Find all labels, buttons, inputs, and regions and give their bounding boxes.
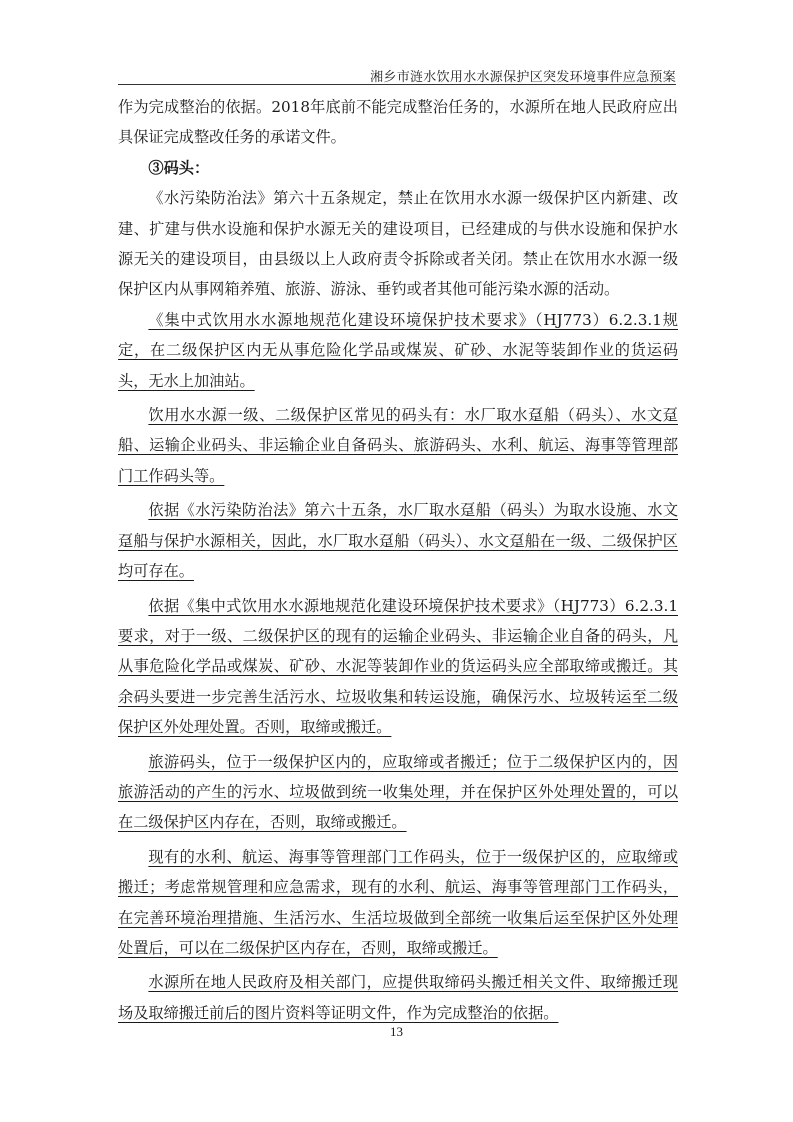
page-number: 13 — [390, 1024, 403, 1039]
running-header-title: 湘乡市涟水饮用水水源保护区突发环境事件应急预案 — [370, 70, 676, 85]
paragraph-management-wharves: 现有的水利、航运、海事等管理部门工作码头，位于一级保护区的，应取缔或搬迁；考虑常规管理和应急需求，现有的水利、航运、海事等管理部门工作码头，在完善环境治理措施、生活污水、生活垃圾做到全部统一收集后运至保护区外处理处置后，可以在二级保护区内存在，否则，取缔或搬迁。 — [118, 847, 678, 957]
paragraph-law-article-65: 《水污染防治法》第六十五条规定，禁止在饮用水水源一级保护区内新建、改建、扩建与供水设施和保护水源无关的建设项目，已经建成的与供水设施和保护水源无关的建设项目，由县级以上人政府责令拆除或者关闭。禁止在饮用水水源一级保护区内从事网箱养殖、旅游、游泳、垂钓或者其他可能污染水源的活动。 — [118, 189, 678, 299]
paragraph-hj773-requirement: 《集中式饮用水水源地规范化建设环境保护技术要求》（HJ773）6.2.3.1规定，在二级保护区内无从事危险化学品或煤炭、矿砂、水泥等装卸作业的货运码头，无水上加油站。 — [118, 310, 678, 390]
document-body — [118, 92, 678, 1028]
paragraph-intake-pontoons: 依据《水污染防治法》第六十五条，水厂取水趸船（码头）为取水设施、水文趸船与保护水源相关，因此，水厂取水趸船（码头）、水文趸船在一级、二级保护区均可存在。 — [118, 501, 678, 581]
paragraph-transport-wharves: 依据《集中式饮用水水源地规范化建设环境保护技术要求》（HJ773）6.2.3.1要求，对于一级、二级保护区的现有的运输企业码头、非运输企业自备的码头，凡从事危险化学品或煤炭、矿砂、水泥等装卸作业的货运码头应全部取缔或搬迁。其余码头要进一步完善生活污水、垃圾收集和转运设施，确保污水、垃圾转运至二级保护区外处理处置。否则，取缔或搬迁。 — [118, 596, 678, 737]
paragraph-common-wharves: 饮用水水源一级、二级保护区常见的码头有：水厂取水趸船（码头）、水文趸船、运输企业码头、非运输企业自备码头、旅游码头、水利、航运、海事等管理部门工作码头等。 — [118, 406, 678, 485]
header-divider — [118, 84, 676, 85]
paragraph-tourism-wharves: 旅游码头，位于一级保护区内的，应取缔或者搬迁；位于二级保护区内的，因旅游活动的产生的污水、垃圾做到统一收集处理，并在保护区外处理处置的，可以在二级保护区内存在，否则，取缔或搬迁。 — [118, 752, 678, 832]
section-heading-wharf: ③码头： — [148, 158, 210, 177]
paragraph-supporting-documents: 水源所在地人民政府及相关部门，应提供取缔码头搬迁相关文件、取缔搬迁现场及取缔搬迁前后的图片资料等证明文件，作为完成整治的依据。 — [118, 973, 678, 1022]
paragraph-continuation: 作为完成整治的依据。2018年底前不能完成整治任务的，水源所在地人民政府应出具保证完成整改任务的承诺文件。 — [118, 98, 678, 147]
